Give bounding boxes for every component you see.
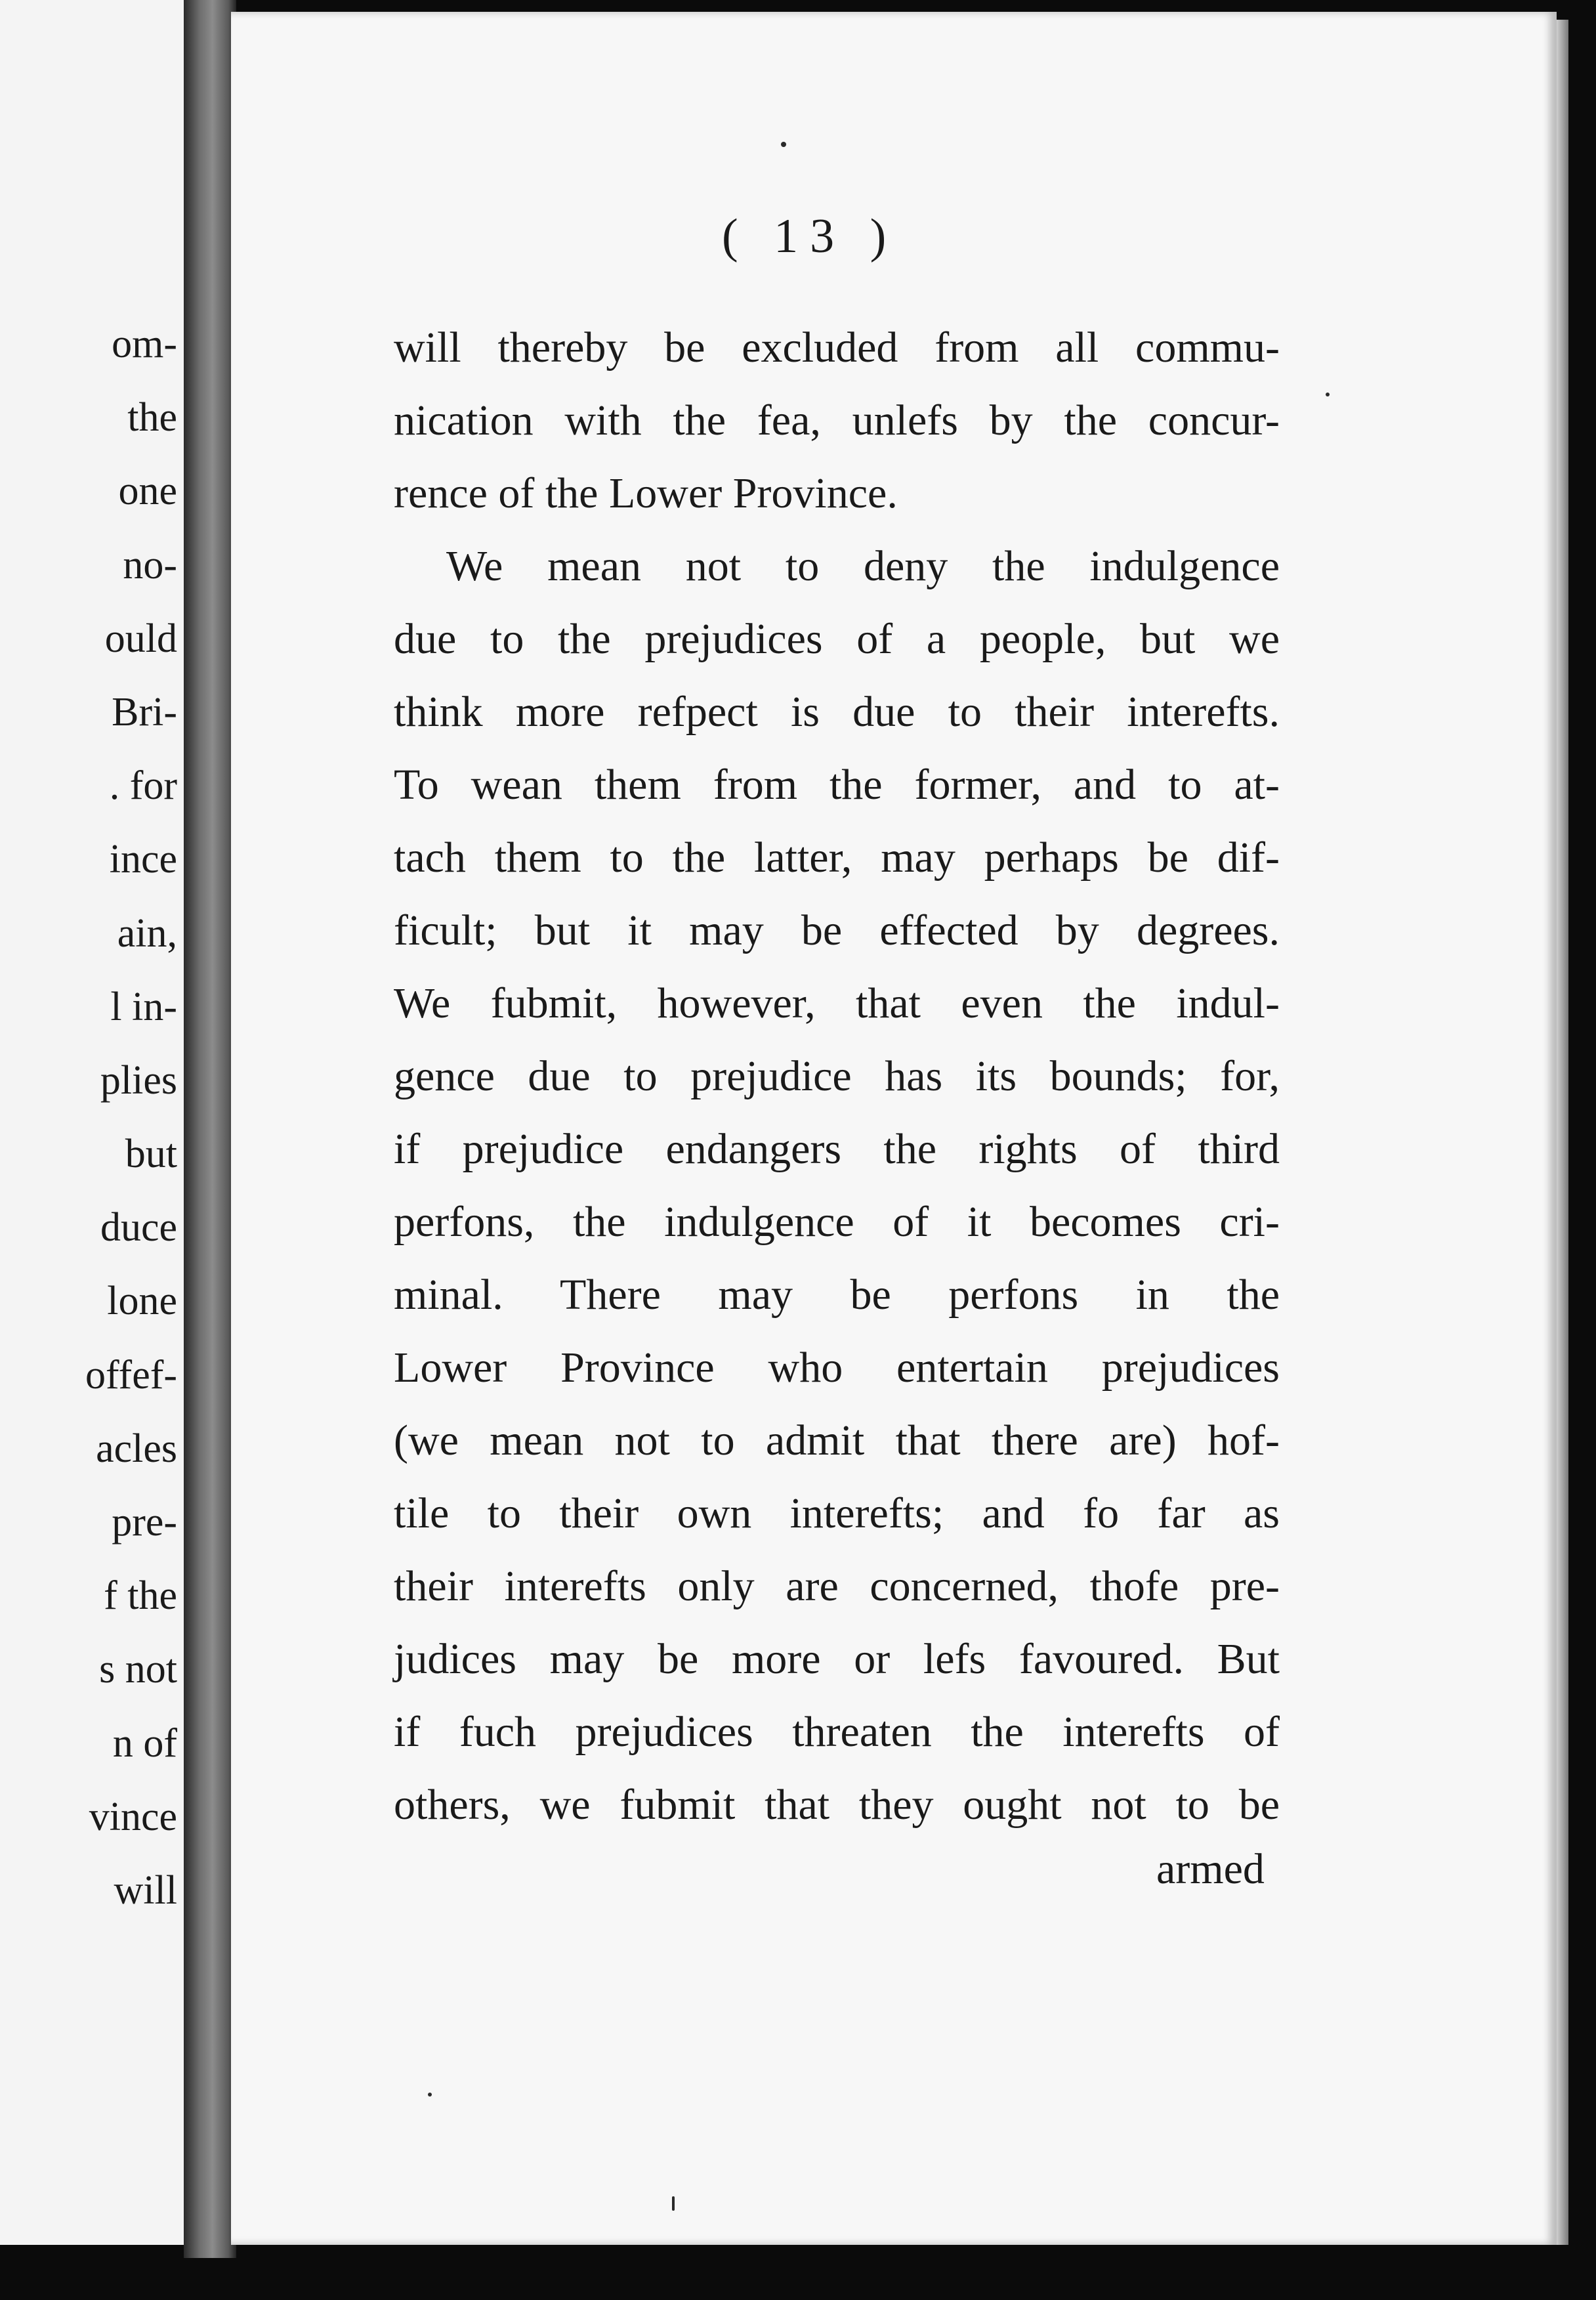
left-line: ain, [117,910,177,956]
left-line: om- [112,322,177,366]
text-line: due to the prejudices of a people, but we [394,615,1280,663]
ink-speck [672,2196,675,2211]
left-line: one [118,469,177,514]
left-line: ould [104,616,177,661]
left-line: offef- [85,1352,177,1397]
left-line: will [114,1867,177,1913]
ink-speck [1326,393,1330,396]
left-line: but [125,1132,177,1177]
left-line: no- [123,542,177,587]
text-line: We mean not to deny the indulgence [446,542,1280,590]
text-line: will thereby be excluded from all commu- [394,324,1280,372]
left-line: l in- [110,984,177,1029]
text-line: tile to their own interefts; and fo far as [394,1489,1280,1537]
text-line: judices may be more or lefs favoured. But [394,1635,1280,1683]
text-line: if fuch prejudices threaten the interefts of [394,1708,1280,1756]
text-line: perfons, the indulgence of it becomes cri- [394,1198,1280,1246]
left-line: f the [104,1573,177,1619]
left-line: acles [96,1426,177,1471]
left-line: . for [109,763,177,809]
left-page-text [0,307,177,1927]
text-line: tach them to the latter, may perhaps be dif- [394,834,1280,882]
left-line: pre- [112,1500,177,1544]
text-line: if prejudice endangers the rights of third [394,1125,1280,1173]
page-body-text [394,311,1280,1841]
ink-speck [428,2093,432,2097]
left-line: vince [89,1794,177,1839]
left-line: duce [100,1205,177,1250]
text-line: To wean them from the former, and to at- [394,761,1280,809]
book-gutter [184,0,236,2258]
left-line: s not [99,1647,177,1692]
text-line: others, we fubmit that they ought not to be [394,1781,1280,1829]
page-number: ( 13 ) [722,209,898,263]
left-line: the [127,395,177,440]
text-line: their interefts only are concerned, thofe pre- [394,1562,1280,1610]
text-line: minal. There may be perfons in the [394,1271,1280,1319]
text-line: rence of the Lower Province. [394,469,898,517]
left-facing-page [0,0,184,2245]
left-line: lone [107,1279,177,1324]
ink-speck [781,142,786,147]
left-line: plies [100,1057,177,1103]
left-line: ince [109,837,177,882]
text-line: nication with the fea, unlefs by the concur- [394,396,1280,444]
text-line: Lower Province who entertain prejudices [394,1344,1280,1392]
text-line: think more refpect is due to their interefts. [394,688,1280,736]
text-line: ficult; but it may be effected by degrees. [394,906,1280,954]
text-line: We fubmit, however, that even the indul- [394,979,1280,1027]
left-line: Bri- [112,689,177,735]
text-line: (we mean not to admit that there are) hof- [394,1416,1280,1464]
page-edge [1557,20,1568,2245]
catchword: armed [1156,1845,1265,1893]
left-line: n of [112,1720,177,1766]
text-line: gence due to prejudice has its bounds; for, [394,1052,1280,1100]
